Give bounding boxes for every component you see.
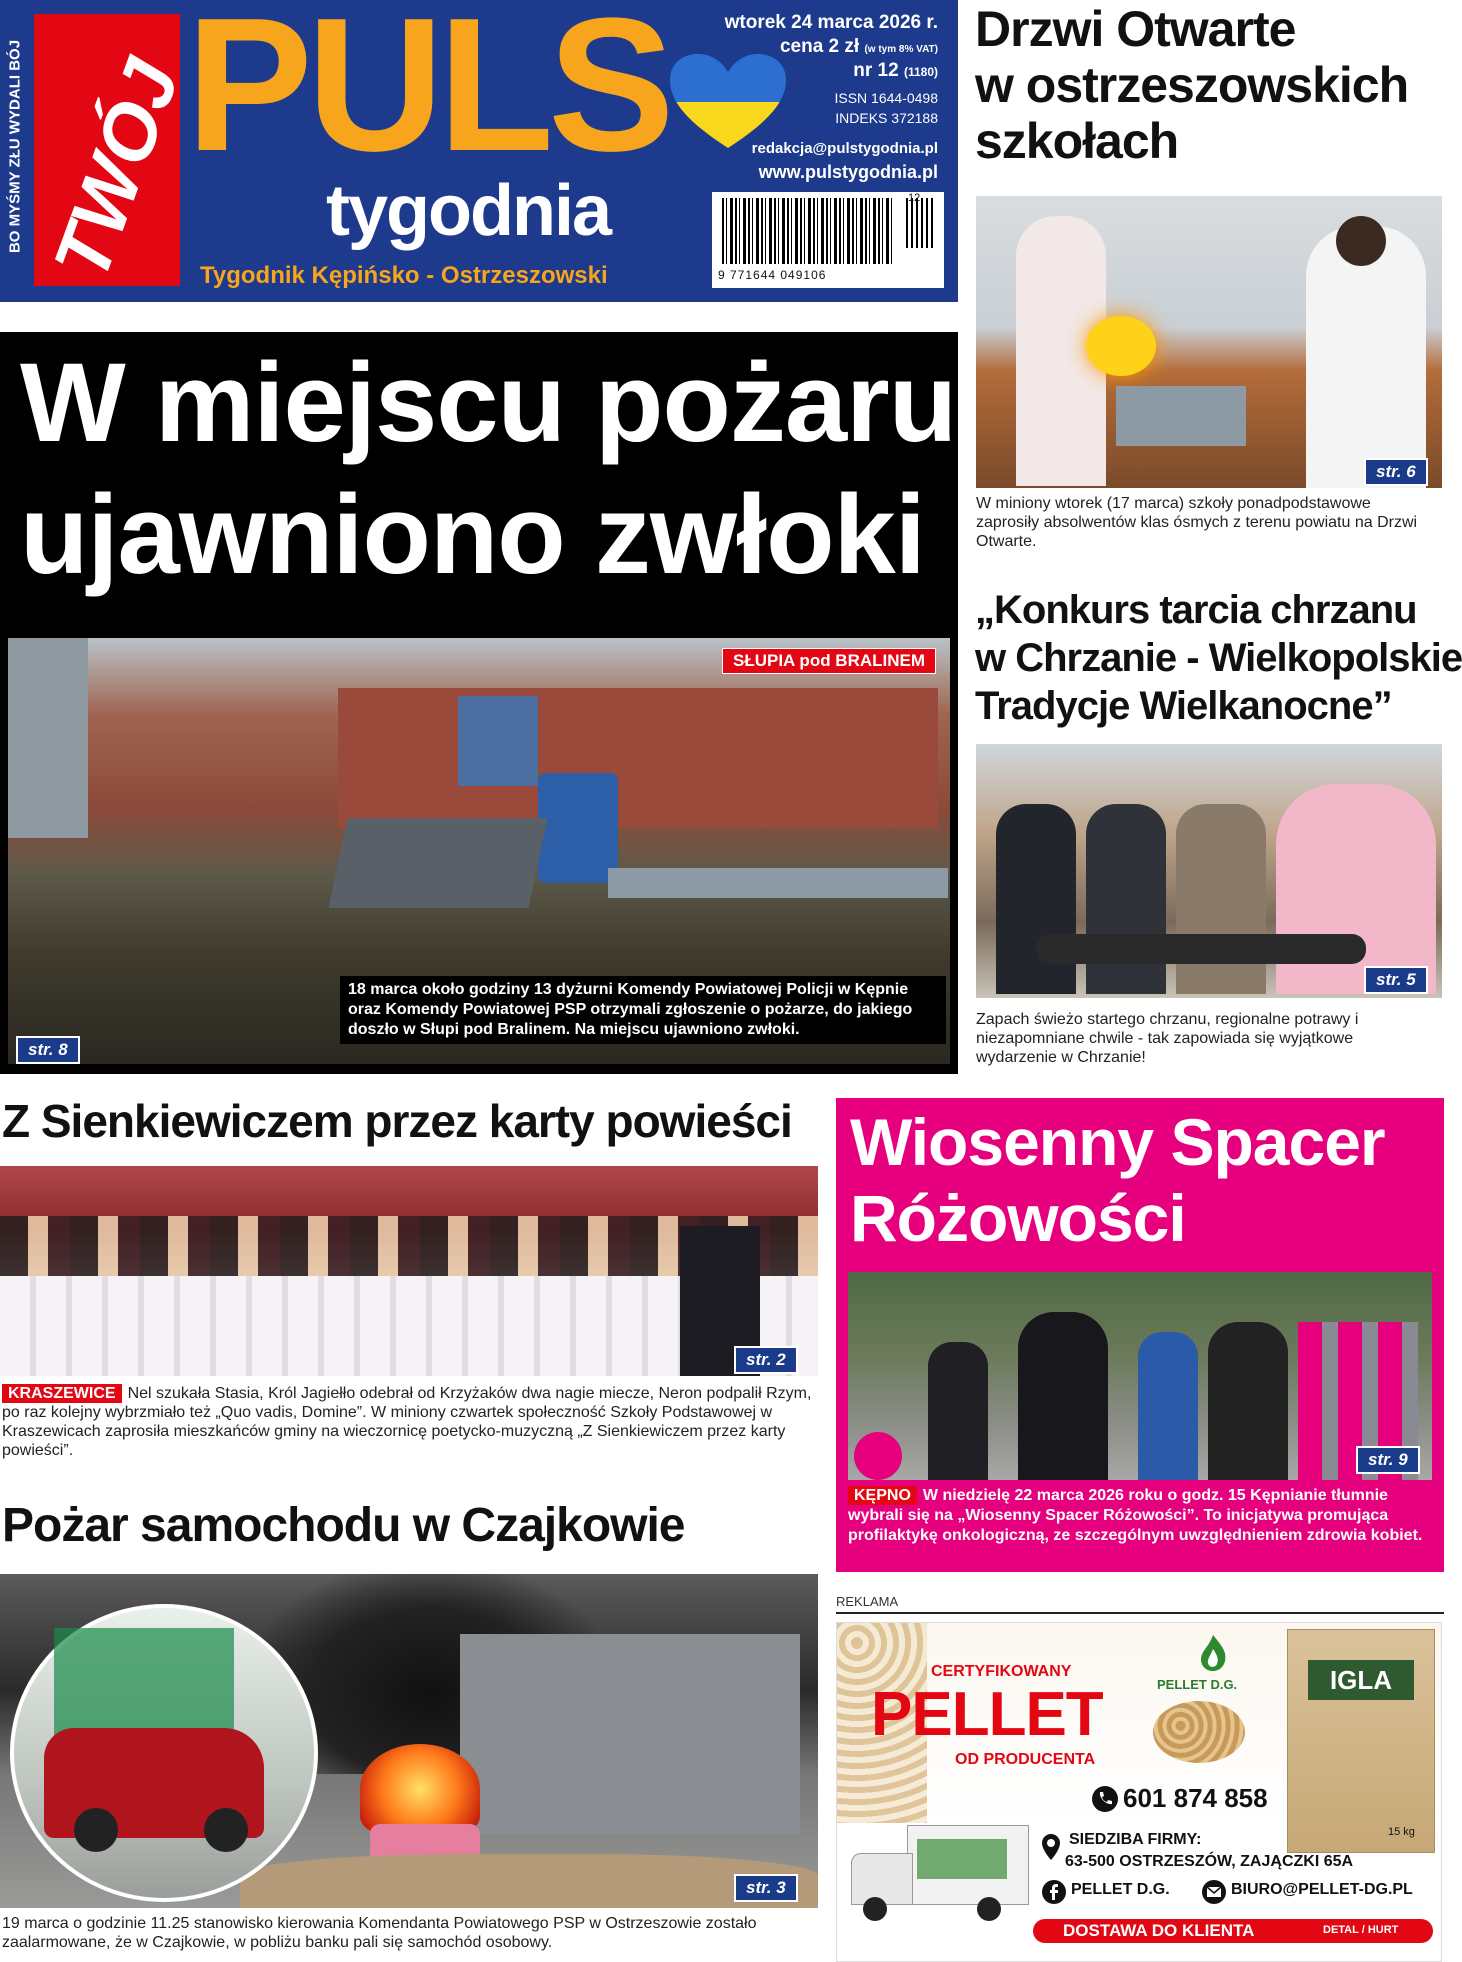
- page-ref-5: str. 5: [1364, 966, 1428, 994]
- ad-pellet: PELLET: [871, 1680, 1103, 1749]
- email-icon: [1201, 1879, 1227, 1905]
- school-event-photo: [0, 1166, 818, 1376]
- konkurs-caption: Zapach świeżo startego chrzanu, regionalne potrawy i niezapomniane chwile - tak zapowiada się wyjątkowe wydarzenie w Chrzanie!: [976, 1011, 1359, 1066]
- spacer-headline-line1: Wiosenny Spacer: [850, 1105, 1385, 1179]
- issn: ISSN 1644-0498: [834, 90, 938, 106]
- sienkiewicz-headline: Z Sienkiewiczem przez karty powieści: [2, 1095, 792, 1147]
- kicker-kepno: KĘPNO: [848, 1486, 917, 1505]
- masthead-slogan: BO MYŚMY ZŁU WYDALI BÓJ: [2, 0, 28, 302]
- editor-email: redakcja@pulstygodnia.pl: [751, 140, 938, 157]
- facebook-icon: [1041, 1879, 1067, 1905]
- ad-phone: 601 874 858: [1123, 1783, 1268, 1813]
- barcode: 12 9 771644 049106: [712, 192, 944, 288]
- main-headline-line2: ujawniono zwłoki: [20, 472, 925, 597]
- main-headline-line1: W miejscu pożaru: [20, 340, 957, 465]
- spacer-caption: KĘPNO W niedzielę 22 marca 2026 roku o godz. 15 Kępnianie tłumnie wybrali się na „Wiosenny Spacer Różowości”. To inicjatywa promująca profilaktykę onkologiczną, ze szczególnym uwzględnieniem zdrowia kobiet.: [848, 1487, 1423, 1544]
- phone-icon: [1091, 1785, 1119, 1813]
- czajkow-caption: 19 marca o godzinie 11.25 stanowisko kierowania Komendanta Powiatowego PSP w Ostrzeszowie zostało zaalarmowane, że w Czajkowie, w pobliżu banku pali się samochód osobowy.: [2, 1915, 757, 1951]
- main-caption: 18 marca około godziny 13 dyżurni Komendy Powiatowej Policji w Kępnie oraz Komendy Powiatowej PSP otrzymali zgłoszenie o pożarze, do jakiego doszło w Słupi pod Bralinem. Na miejscu ujawniono zwłoki.: [340, 976, 946, 1044]
- ad-email: BIURO@PELLET-DG.PL: [1231, 1881, 1413, 1898]
- page-ref-2: str. 2: [734, 1346, 798, 1374]
- truck-image: [837, 1819, 1027, 1927]
- tygodnia-logo: tygodnia: [326, 171, 610, 251]
- ad-divider: [836, 1612, 1444, 1614]
- pellet-ad: [836, 1622, 1442, 1962]
- pellet-pile: [1153, 1701, 1245, 1763]
- konkurs-headline-line1: „Konkurs tarcia chrzanu: [975, 588, 1417, 632]
- pink-walk-photo: [848, 1272, 1432, 1480]
- page-ref-3: str. 3: [734, 1874, 798, 1902]
- issue-price: cena 2 zł (w tym 8% VAT): [779, 36, 938, 57]
- czajkow-headline: Pożar samochodu w Czajkowie: [2, 1499, 685, 1552]
- ad-certified: CERTYFIKOWANY: [931, 1663, 1072, 1680]
- sienkiewicz-caption: KRASZEWICE Nel szukała Stasia, Król Jagiełło odebrał od Krzyżaków dwa nagie miecze, Neron podpalił Rzym, po raz kolejny wybrzmiało też „Quo vadis, Domine”. W miniony czwartek społeczność Szkoły Podstawowej w Kraszewicach zaprosiła mieszkańców gminy na wieczornicę poetycko-muzyczną „Z Sienkiewiczem przez karty powieści”.: [2, 1385, 812, 1459]
- location-label: SŁUPIA pod BRALINEM: [722, 648, 936, 674]
- ukraine-heart-icon: [668, 52, 788, 152]
- horseradish-photo: [976, 744, 1442, 998]
- drzwi-headline-line3: szkołach: [975, 113, 1179, 169]
- issue-number: nr 12 (1180): [853, 60, 938, 81]
- konkurs-headline-line3: Tradycje Wielkanocne”: [975, 684, 1392, 728]
- twoj-logo: TWÓJ: [34, 14, 180, 286]
- ad-hq-label: SIEDZIBA FIRMY:: [1069, 1831, 1202, 1848]
- ad-fb: PELLET D.G.: [1071, 1881, 1170, 1898]
- ad-address: 63-500 OSTRZESZÓW, ZAJĄCZKI 65A: [1065, 1853, 1354, 1870]
- puls-logo: PULS: [186, 0, 669, 191]
- drzwi-caption: W miniony wtorek (17 marca) szkoły ponadpodstawowe zaprosiły absolwentów klas ósmych z terenu powiatu na Drzwi Otwarte.: [976, 495, 1418, 550]
- flame-logo-icon: [1195, 1633, 1231, 1673]
- page-ref-6: str. 6: [1364, 458, 1428, 486]
- drzwi-headline-line2: w ostrzeszowskich: [975, 57, 1409, 113]
- konkurs-headline-line2: w Chrzanie - Wielkopolskie: [975, 636, 1462, 680]
- chemistry-photo: [976, 196, 1442, 488]
- kicker-kraszewice: KRASZEWICE: [2, 1384, 122, 1403]
- location-pin-icon: [1041, 1833, 1061, 1861]
- ad-brand: PELLET D.G.: [1157, 1677, 1238, 1692]
- ad-label: REKLAMA: [836, 1594, 899, 1609]
- drzwi-headline-line1: Drzwi Otwarte: [975, 1, 1296, 57]
- car-fire-photo: [0, 1574, 818, 1908]
- page-ref-9: str. 9: [1356, 1446, 1420, 1474]
- ad-producer: OD PRODUCENTA: [955, 1751, 1096, 1768]
- masthead-subtitle: Tygodnik Kępińsko - Ostrzeszowski: [200, 262, 608, 289]
- page-ref-8: str. 8: [16, 1036, 80, 1064]
- delivery-banner: DOSTAWA DO KLIENTA DETAL / HURT: [1033, 1919, 1433, 1943]
- spacer-headline-line2: Różowości: [850, 1181, 1186, 1255]
- issue-date: wtorek 24 marca 2026 r.: [724, 12, 938, 33]
- index: INDEKS 372188: [835, 110, 938, 126]
- pellet-bag: IGLA 15 kg: [1287, 1629, 1435, 1853]
- website: www.pulstygodnia.pl: [758, 162, 938, 182]
